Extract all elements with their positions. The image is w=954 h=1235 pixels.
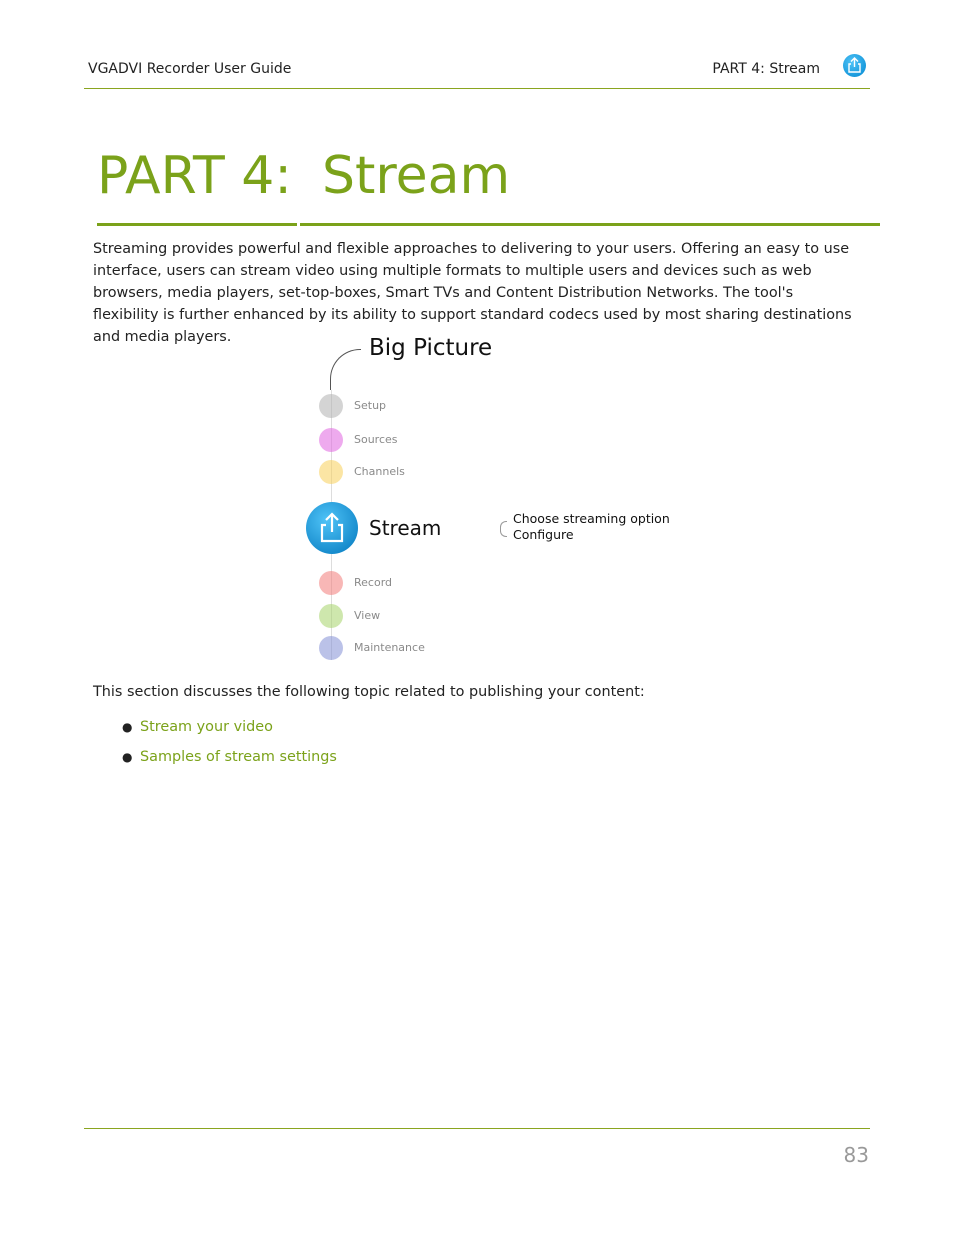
step-label: Channels xyxy=(354,465,405,478)
section-text: This section discusses the following topic related to publishing your content: xyxy=(93,684,645,700)
current-step-label: Stream xyxy=(369,516,442,540)
intro-paragraph: Streaming provides powerful and flexible approaches to delivering to your users. Offering an easy to use interface, users can stream video using multiple formats to multiple users and devices such as web browsers, media players, set-top-boxes, Smart TVs and Content Distribution Networks. The tool's flexibility is further enhanced by its ability to support standard codecs used by most sharing destinations and media players. xyxy=(93,241,852,345)
title-rule-left xyxy=(97,223,297,226)
diagram-title: Big Picture xyxy=(369,335,493,361)
step-label: Record xyxy=(354,576,393,589)
step-label: Sources xyxy=(354,433,398,446)
topic-link[interactable]: Samples of stream settings xyxy=(140,749,337,765)
topic-list xyxy=(122,714,337,774)
channels-icon xyxy=(319,460,343,484)
record-icon xyxy=(319,571,343,595)
part-number: PART 4: xyxy=(97,146,292,206)
header-doc-title: VGADVI Recorder User Guide xyxy=(88,61,292,77)
desc-line-1: Choose streaming option xyxy=(513,511,670,526)
step-sources xyxy=(319,428,519,454)
current-step-description xyxy=(513,511,670,543)
header-section-title: PART 4: Stream xyxy=(712,61,820,77)
tools-icon xyxy=(319,636,343,660)
diagram-curve xyxy=(330,349,361,390)
list-item xyxy=(122,714,337,744)
gear-icon xyxy=(319,394,343,418)
step-label: Maintenance xyxy=(354,641,425,654)
step-channels xyxy=(319,460,519,486)
sources-icon xyxy=(319,428,343,452)
share-upload-icon xyxy=(306,502,358,554)
part-name: Stream xyxy=(322,146,511,206)
share-upload-icon xyxy=(843,54,866,77)
bullet-icon: ● xyxy=(122,720,133,734)
step-label: Setup xyxy=(354,399,387,412)
footer-rule xyxy=(84,1128,870,1129)
step-label: View xyxy=(354,609,381,622)
bullet-icon: ● xyxy=(122,750,133,764)
step-view xyxy=(319,604,519,630)
step-record xyxy=(319,571,519,597)
big-picture-diagram xyxy=(300,335,720,675)
list-item xyxy=(122,744,337,774)
step-setup xyxy=(319,394,519,420)
play-icon xyxy=(319,604,343,628)
page-header xyxy=(84,52,870,89)
step-maintenance xyxy=(319,636,519,662)
page-number: 83 xyxy=(843,1143,869,1167)
title-rule-right xyxy=(300,223,880,226)
topic-link[interactable]: Stream your video xyxy=(140,719,273,735)
page-title xyxy=(97,146,510,206)
desc-line-2: Configure xyxy=(513,527,574,542)
desc-bracket xyxy=(500,521,507,537)
